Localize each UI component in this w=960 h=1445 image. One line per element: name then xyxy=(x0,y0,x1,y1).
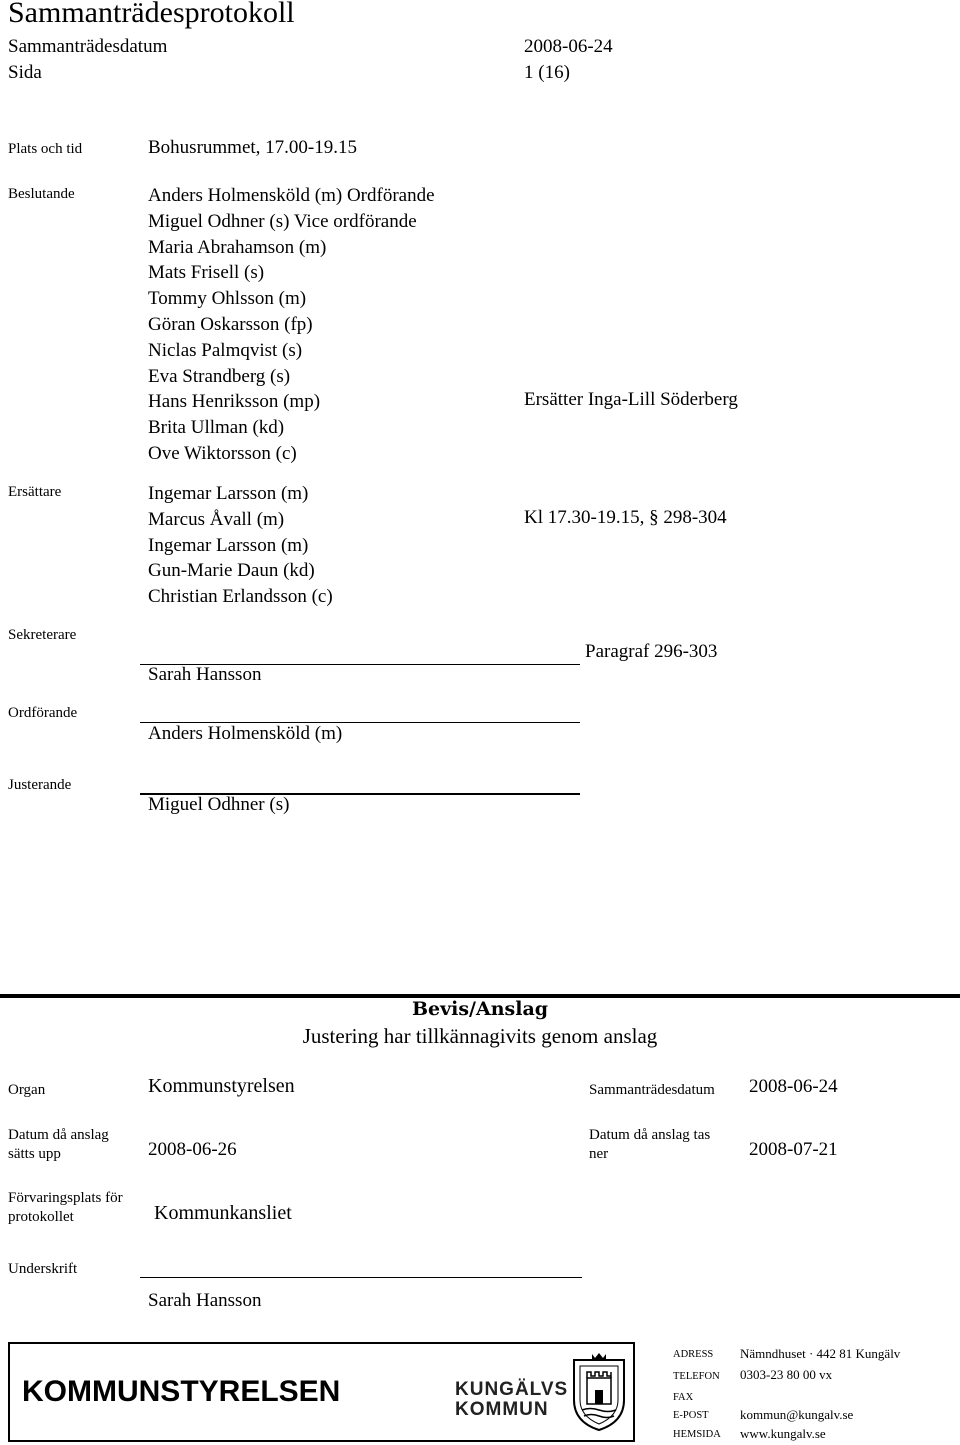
removed-label-2: ner xyxy=(589,1146,609,1162)
posted-label-1: Datum då anslag xyxy=(8,1127,109,1143)
place-label: Plats och tid xyxy=(8,141,83,157)
page-title: Sammanträdesprotokoll xyxy=(8,0,295,29)
logo-line-2: KOMMUN xyxy=(455,1399,549,1420)
proof-title: Bevis/Anslag xyxy=(411,998,549,1020)
storage-label-2: protokollet xyxy=(8,1209,74,1225)
proof-subtitle: Justering har tillkännagivits genom anslag xyxy=(302,1024,658,1048)
date-label: Sammanträdesdatum xyxy=(8,36,168,57)
kungalv-logo xyxy=(455,1380,568,1420)
chair-name: Anders Holmensköld (m) xyxy=(148,723,343,744)
list-item: Maria Abrahamson (m) xyxy=(148,236,327,258)
place-value: Bohusrummet, 17.00-19.15 xyxy=(148,137,357,158)
removed-value: 2008-07-21 xyxy=(749,1139,838,1160)
signature-name: Sarah Hansson xyxy=(148,1290,262,1311)
substitutes-label: Ersättare xyxy=(8,484,62,500)
substitutes-note: Kl 17.30-19.15, § 298-304 xyxy=(524,507,727,528)
org-name: KOMMUNSTYRELSEN xyxy=(22,1375,341,1408)
organ-label: Organ xyxy=(8,1082,46,1098)
list-item: Tommy Ohlsson (m) xyxy=(148,288,307,310)
contact-label: FAX xyxy=(673,1392,694,1403)
deciding-label: Beslutande xyxy=(8,186,75,202)
chair-label: Ordförande xyxy=(8,705,78,721)
page-value: 1 (16) xyxy=(524,62,570,83)
list-item: Göran Oskarsson (fp) xyxy=(148,313,313,335)
contact-label: HEMSIDA xyxy=(673,1429,721,1440)
removed-label-1: Datum då anslag tas xyxy=(589,1127,711,1143)
meeting-date-label: Sammanträdesdatum xyxy=(589,1082,715,1098)
meeting-date-value: 2008-06-24 xyxy=(749,1076,838,1097)
list-item: Ove Wiktorsson (c) xyxy=(148,442,297,464)
list-item: Niclas Palmqvist (s) xyxy=(148,339,303,361)
organ-value: Kommunstyrelsen xyxy=(148,1075,295,1097)
list-item: Hans Henriksson (mp) xyxy=(148,391,321,413)
signature-label: Underskrift xyxy=(8,1261,78,1277)
secretary-name: Sarah Hansson xyxy=(148,664,262,685)
list-item: Mats Frisell (s) xyxy=(148,262,265,284)
storage-value: Kommunkansliet xyxy=(154,1202,292,1224)
contact-label: E-POST xyxy=(673,1410,709,1421)
deciding-list xyxy=(148,183,435,467)
list-item: Ingemar Larsson (m) xyxy=(148,483,309,504)
contact-label: TELEFON xyxy=(673,1371,720,1382)
page-label: Sida xyxy=(8,62,42,83)
list-item: Ingemar Larsson (m) xyxy=(148,534,309,556)
contact-value: kommun@kungalv.se xyxy=(740,1407,854,1422)
secretary-label: Sekreterare xyxy=(8,627,77,643)
contact-value: Nämndhuset · 442 81 Kungälv xyxy=(740,1346,901,1361)
adjuster-name: Miguel Odhner (s) xyxy=(148,794,290,815)
list-item: Miguel Odhner (s) Vice ordförande xyxy=(148,210,417,232)
contact-value: www.kungalv.se xyxy=(740,1426,826,1441)
deciding-note: Ersätter Inga-Lill Söderberg xyxy=(524,389,738,410)
substitutes-list xyxy=(148,481,333,610)
list-item: Marcus Åvall (m) xyxy=(148,508,285,530)
list-item: Brita Ullman (kd) xyxy=(148,417,285,439)
storage-label-1: Förvaringsplats för xyxy=(8,1190,123,1206)
posted-value: 2008-06-26 xyxy=(148,1139,237,1160)
adjuster-label: Justerande xyxy=(8,777,72,793)
list-item: Anders Holmensköld (m) Ordförande xyxy=(148,185,435,206)
list-item: Christian Erlandsson (c) xyxy=(148,586,333,608)
contact-value: 0303-23 80 00 vx xyxy=(740,1367,833,1382)
signature-line xyxy=(140,1277,582,1278)
list-item: Eva Strandberg (s) xyxy=(148,365,291,387)
logo-line-1: KUNGÄLVS xyxy=(455,1379,569,1400)
posted-label-2: sätts upp xyxy=(8,1146,61,1162)
list-item: Gun-Marie Daun (kd) xyxy=(148,560,315,582)
coat-of-arms-icon xyxy=(570,1352,628,1432)
date-value: 2008-06-24 xyxy=(524,36,613,57)
paragraph-note: Paragraf 296-303 xyxy=(585,641,718,662)
contact-label: ADRESS xyxy=(673,1349,714,1360)
